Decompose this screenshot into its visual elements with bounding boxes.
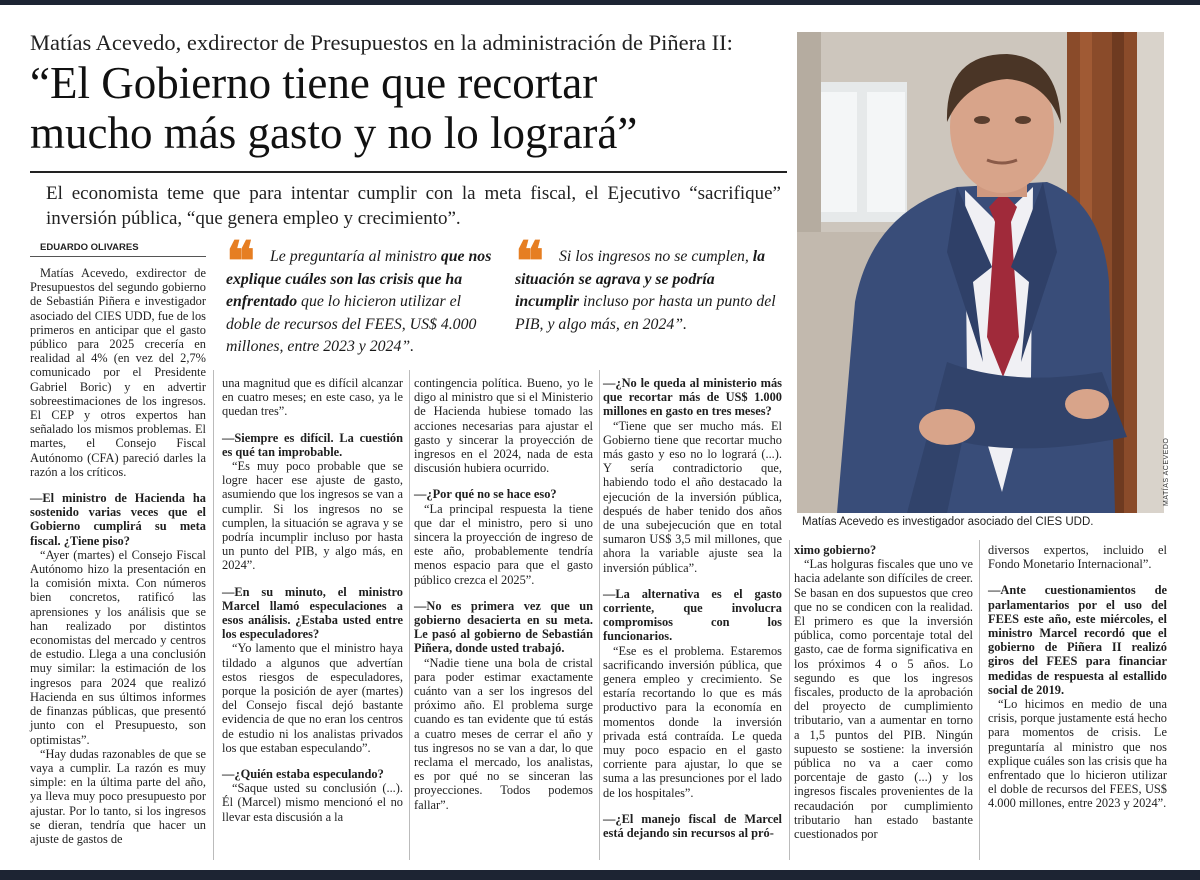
paragraph: “Es muy poco probable que se logre hacer ese ajuste de gasto, asumiendo que los ingresos se van a cumplir. Si los ingresos no se cumplen, la situación se agrava y se podría incumplir incluso por hasta un punto del PIB, y algo más, en 2024”. bbox=[222, 459, 403, 573]
paragraph: “Ayer (martes) el Consejo Fiscal Autónomo hizo la presentación en la comisión mixta. Con números bien concretos, ratificó las aprensiones y los análisis que se han realizado por distintos economistas del mercado y centros de estudio. Llega a una conclusión muy similar: la estimación de los ingresos para 2024 que realizó Hacienda en sus últimos informes de finanzas públicas, que presentó junto con el Presupuesto, son optimistas”. bbox=[30, 547, 206, 747]
paragraph: “Yo lamento que el ministro haya tildado a algunos que advertían estos riesgos de especuladores, porque la posición de ayer (martes) del Consejo fiscal dejó bastante evidencia de que no eran los centros de estudio ni los analistas privados los que estaban especulando”. bbox=[222, 641, 403, 755]
column-6 bbox=[988, 543, 1167, 811]
pullquote-2-part-c: incluso por hasta un punto del PIB, y algo más, en 2024”. bbox=[515, 293, 776, 333]
pullquote-1-mark-icon: ❝ bbox=[226, 229, 256, 293]
kicker: Matías Acevedo, exdirector de Presupuestos en la administración de Piñera II: bbox=[30, 30, 733, 55]
paragraph: “Tiene que ser mucho más. El Gobierno tiene que recortar mucho más gasto y eso no lo logrará (...). Y sería contradictorio que, habiendo todo el año destacado la ejecución de la inversión pública, después de haber tenido dos años de una subejecución que en total sumaron US$ 3,5 mil millones, que ahora la variable ajuste sea la inversión pública”. bbox=[603, 418, 782, 575]
column-separator bbox=[979, 540, 980, 860]
headline-line-1: “El Gobierno tiene que recortar bbox=[30, 58, 598, 108]
deck: El economista teme que para intentar cumplir con la meta fiscal, el Ejecutivo “sacrifique” inversión pública, “que genera empleo y crecimiento”. bbox=[46, 183, 781, 229]
byline-rule bbox=[30, 256, 206, 257]
column-1 bbox=[30, 266, 206, 846]
byline: EDUARDO OLIVARES bbox=[40, 242, 139, 253]
column-separator bbox=[789, 540, 790, 860]
column-4 bbox=[603, 376, 782, 840]
pullquote-2-mark-icon: ❝ bbox=[515, 229, 545, 293]
pullquote-1-part-b: que nos explique cuáles son las crisis que ha enfrentado bbox=[226, 248, 492, 310]
column-separator bbox=[599, 370, 600, 860]
interview-question: —La alternativa es el gasto corriente, que involucra compromisos con los funcionarios. bbox=[603, 586, 782, 644]
paragraph: Matías Acevedo, exdirector de Presupuestos del segundo gobierno de Sebastián Piñera e investigador asociado del CIES UDD, fue de los primeros en anticipar que el gasto público para 2025 crecería en realidad al 4% (en vez del 2,7% comunicado por el Presidente Gabriel Boric) y en advertir sobreestimaciones de los ingresos. El CEP y otros expertos han señalado los mismos problemas. El martes, el Consejo Fiscal Autónomo (CFA) pareció darles la razón a los críticos. bbox=[30, 266, 206, 479]
paragraph: “Lo hicimos en medio de una crisis, porque justamente está hecho para momentos de crisis. Le preguntaría al ministro que nos explique cuáles son las crisis que ha enfrentado que lo hicieron utilizar el doble de recursos del FEES, US$ 4.000 millones, entre 2023 y 2024”. bbox=[988, 697, 1167, 811]
pullquote-2-part-b: la situación se agrava y se podría incumplir bbox=[515, 248, 766, 310]
column-2 bbox=[222, 376, 403, 824]
paragraph: contingencia política. Bueno, yo le digo al ministro que si el Ministerio de Hacienda hubiese tomado las acciones necesarias para ajustar el gasto y sincerar la proyección de ingresos en el 2024, nada de esta discusión hubiera ocurrido. bbox=[414, 376, 593, 476]
photo-caption: Matías Acevedo es investigador asociado del CIES UDD. bbox=[802, 516, 1094, 528]
photo-credit: MATÍAS ACEVEDO bbox=[1163, 437, 1170, 506]
pullquote-2 bbox=[515, 246, 777, 336]
column-5 bbox=[794, 543, 973, 841]
paragraph: “Nadie tiene una bola de cristal para poder estimar exactamente cuánto van a ser los ingresos del próximo año. El problema surge cuando es tan evidente que tú estás a cuatro meses de cerrar el año y tus ingresos no se van a dar, lo que reclama el mercado, los analistas, es por qué no se sinceran las proyecciones. Todos podemos fallar”. bbox=[414, 655, 593, 812]
paragraph: “La principal respuesta la tiene que dar el ministro, pero si uno sincera la proyección de ingreso de este año, probablemente tendría menos espacio para que el gasto público crezca el 2025”. bbox=[414, 501, 593, 587]
paragraph: “Saque usted su conclusión (...). Él (Marcel) mismo mencionó el no llevar esta discusión a la bbox=[222, 781, 403, 824]
bottom-border bbox=[0, 870, 1200, 880]
portrait-photo bbox=[797, 32, 1164, 513]
pullquote-2-part-a: Si los ingresos no se cumplen, bbox=[559, 248, 753, 265]
interview-question: —Ante cuestionamientos de parlamentarios por el uso del FEES este año, este miércoles, el ministro Marcel recordó que el gobierno de Piñera II realizó giros del FEES para financiar medidas de respuesta al estallido social de 2019. bbox=[988, 583, 1167, 697]
interview-question: —No es primera vez que un gobierno desacierta en su meta. Le pasó al gobierno de Sebastián Piñera, donde usted trabajó. bbox=[414, 598, 593, 656]
interview-question: —En su minuto, el ministro Marcel llamó especulaciones a esos análisis. ¿Estaba usted entre los especuladores? bbox=[222, 584, 403, 642]
pullquote-1-part-c: que lo hicieron utilizar el doble de recursos del FEES, US$ 4.000 millones, entre 2023 y 2024”. bbox=[226, 293, 477, 355]
column-separator bbox=[213, 370, 214, 860]
column-separator bbox=[409, 370, 410, 860]
headline-line-2: mucho más gasto y no lo logrará” bbox=[30, 108, 638, 158]
interview-question: ximo gobierno? bbox=[794, 543, 877, 557]
headline bbox=[30, 58, 790, 158]
headline-rule bbox=[30, 171, 787, 173]
interview-question: —El ministro de Hacienda ha sostenido varias veces que el Gobierno cumplirá su meta fiscal. ¿Tiene piso? bbox=[30, 491, 206, 548]
column-3 bbox=[414, 376, 593, 812]
paragraph: una magnitud que es difícil alcanzar en cuatro meses; en este caso, ya le quedan tres”. bbox=[222, 376, 403, 419]
paragraph: “Ese es el problema. Estaremos sacrificando inversión pública, que genera empleo y crecimiento. Se estaría recortando lo que es más productivo para la economía en momentos donde la inversión privada está contraída. Le queda muy poco espacio en el gasto corriente para ajustar, lo que se suma a las presunciones por el lado de los hospitales”. bbox=[603, 643, 782, 800]
interview-question: —Siempre es difícil. La cuestión es qué tan improbable. bbox=[222, 430, 403, 459]
pullquote-1 bbox=[226, 246, 496, 359]
interview-question: —¿No le queda al ministerio más que recortar más de US$ 1.000 millones en gasto en tres meses? bbox=[603, 376, 782, 419]
paragraph: diversos expertos, incluido el Fondo Monetario Internacional”. bbox=[988, 543, 1167, 572]
paragraph: “Hay dudas razonables de que se vaya a cumplir. La razón es muy simple: en la última parte del año, ya lleva muy poco presupuesto por ajustar. Por lo tanto, si los ingresos se dieran, tendría que hacer un ajuste de gastos de bbox=[30, 746, 206, 846]
paragraph: “Las holguras fiscales que uno ve hacia adelante son difíciles de creer. Se basan en dos supuestos que creo que no se condicen con la realidad. El primero es que la inversión pública, como porcentaje total del gasto, cae de forma significativa en los próximos 4 o 5 años. Lo segundo es que los ingresos fiscales, producto de la aprobación del proyecto de cumplimiento tributario, van a aumentar en torno a 1,5 puntos del PIB. Ningún supuesto se sostiene: la inversión pública no va a caer como porcentaje de gasto (...) y los ingresos fiscales provenientes de la recaudación por cumplimiento tributario han estado bastante cuestionados por bbox=[794, 557, 973, 842]
interview-question: —¿Quién estaba especulando? bbox=[222, 767, 384, 782]
top-border bbox=[0, 0, 1200, 5]
interview-question: —¿Por qué no se hace eso? bbox=[414, 487, 557, 502]
interview-question: —¿El manejo fiscal de Marcel está dejando sin recursos al pró- bbox=[603, 811, 782, 841]
pullquote-1-part-a: Le preguntaría al ministro bbox=[270, 248, 441, 265]
